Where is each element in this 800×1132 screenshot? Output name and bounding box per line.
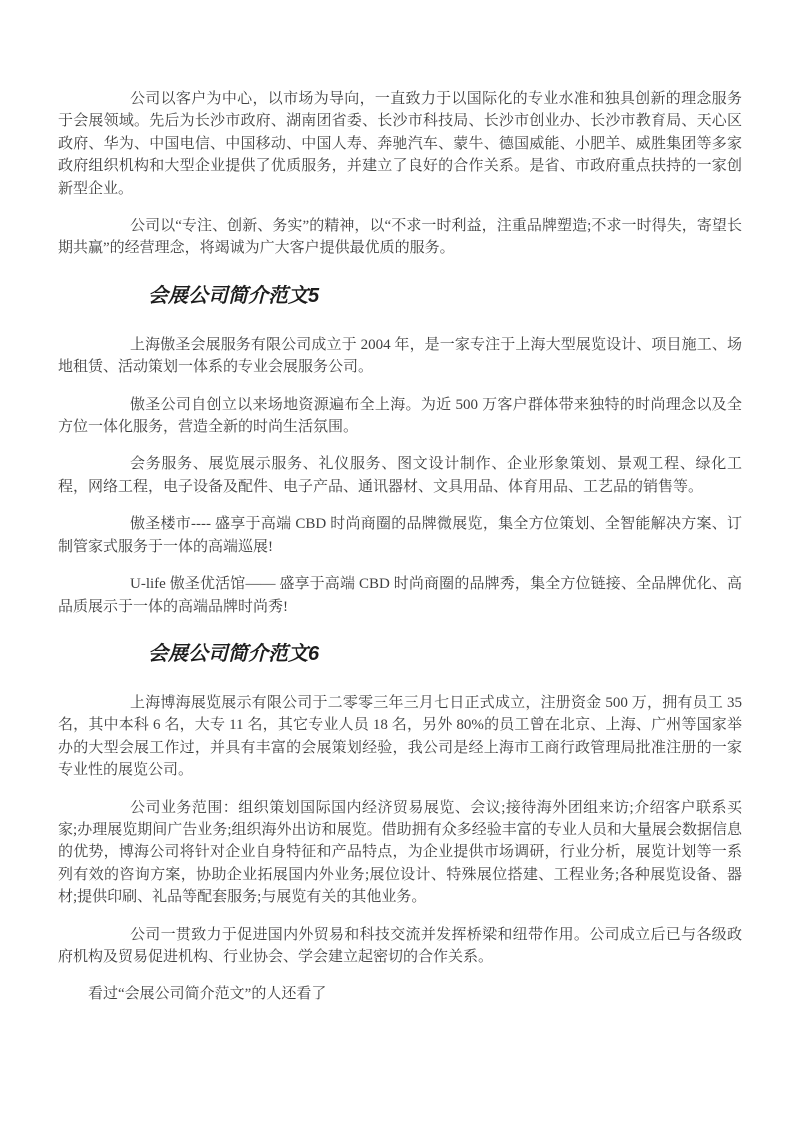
paragraph: 傲圣楼市---- 盛享于高端 CBD 时尚商圈的品牌微展览，集全方位策划、全智能解决方案、订制管家式服务于一体的高端巡展! — [58, 516, 742, 555]
paragraph: 公司一贯致力于促进国内外贸易和科技交流并发挥桥梁和纽带作用。公司成立后已与各级政府机构及贸易促进机构、行业协会、学会建立起密切的合作关系。 — [58, 926, 742, 965]
section-heading-sample-6: 会展公司简介范文6 — [148, 642, 320, 665]
paragraph: 傲圣公司自创立以来场地资源遍布全上海。为近 500 万客户群体带来独特的时尚理念以及全方位一体化服务，营造全新的时尚生活氛围。 — [58, 396, 742, 436]
paragraph: U-life 傲圣优活馆—— 盛享于高端 CBD 时尚商圈的品牌秀，集全方位链接、全品牌优化、高品质展示于一体的高端品牌时尚秀! — [58, 576, 742, 615]
paragraph: 公司以客户为中心，以市场为导向，一直致力于以国际化的专业水准和独具创新的理念服务于会展领域。先后为长沙市政府、湖南团省委、长沙市科技局、长沙市创业办、长沙市教育局、天心区政府、华为、中国电信、中国移动、中国人寿、奔驰汽车、蒙牛、德国威能、小肥羊、威胜集团等多家政府组织机构和大型企业提供了优质服务，并建立了良好的合作关系。是省、市政府重点扶持的一家创新型企业。 — [58, 91, 742, 197]
paragraph: 公司业务范围：组织策划国际国内经济贸易展览、会议;接待海外团组来访;介绍客户联系买家;办理展览期间广告业务;组织海外出访和展览。借助拥有众多经验丰富的专业人员和大量展会数据信息的优势，博海公司将针对企业自身特征和产品特点，为企业提供市场调研，行业分析，展览计划等一系列有效的咨询方案，协助企业拓展国内外业务;展位设计、特殊展位搭建、工程业务;各种展览设备、器材;提供印刷、礼品等配套服务;与展览有关的其他业务。 — [58, 799, 742, 906]
paragraph: 公司以“专注、创新、务实”的精神，以“不求一时利益，注重品牌塑造;不求一时得失，寄望长期共赢”的经营理念，将竭诚为广大客户提供最优质的服务。 — [58, 218, 742, 257]
paragraph: 上海博海展览展示有限公司于二零零三年三月七日正式成立，注册资金 500 万，拥有员工 35 名，其中本科 6 名，大专 11 名，其它专业人员 18 名，另外 80%的员工曾在北京、上海、广州等国家举办的大型会展工作过，并具有丰富的会展策划经验，我公司是经上海市工商行政管理局批准注册的一家专业性的展览公司。 — [58, 694, 742, 779]
paragraph: 上海傲圣会展服务有限公司成立于 2004 年，是一家专注于上海大型展览设计、项目施工、场地租赁、活动策划一体系的专业会展服务公司。 — [58, 336, 742, 376]
paragraph: 会务服务、展览展示服务、礼仪服务、图文设计制作、企业形象策划、景观工程、绿化工程，网络工程，电子设备及配件、电子产品、通讯器材、文具用品、体育用品、工艺品的销售等。 — [58, 456, 742, 495]
related-reading-line: 看过“会展公司简介范文”的人还看了 — [88, 986, 327, 1003]
section-heading-sample-5: 会展公司简介范文5 — [148, 284, 320, 307]
